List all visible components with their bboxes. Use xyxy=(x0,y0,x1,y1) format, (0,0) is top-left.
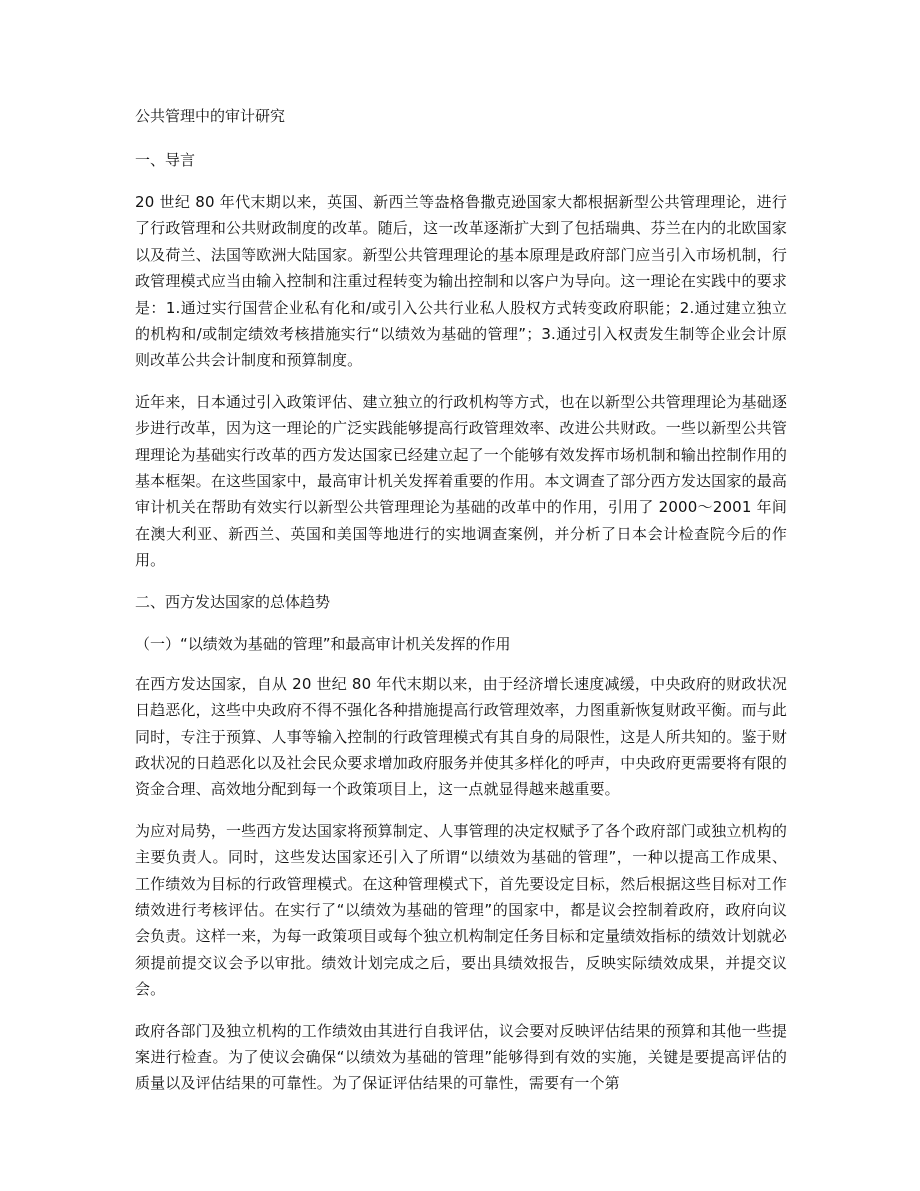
document-title: 公共管理中的审计研究 xyxy=(135,107,286,125)
paragraph: 近年来，日本通过引入政策评估、建立独立的行政机构等方式，也在以新型公共管理理论为基础逐步进行改革，因为这一理论的广泛实践能够提高行政管理效率、改进公共财政。一些以新型公共管理理论为基础实行改革的西方发达国家已经建立起了一个能够有效发挥市场机制和输出控制作用的基本框架。在这些国家中，最高审计机关发挥着重要的作用。本文调查了部分西方发达国家的最高审计机关在帮助有效实行以新型公共管理理论为基础的改革中的作用，引用了 2000～2001 年间在澳大利亚、新西兰、英国和美国等地进行的实地调查案例，并分析了日本会计检查院今后的作用。 xyxy=(135,392,787,570)
paragraph: 为应对局势，一些西方发达国家将预算制定、人事管理的决定权赋予了各个政府部门或独立机构的主要负责人。同时，这些发达国家还引入了所谓“以绩效为基础的管理”，一种以提高工作成果、工作绩效为目标的行政管理模式。在这种管理模式下，首先要设定目标，然后根据这些目标对工作绩效进行考核评估。在实行了“以绩效为基础的管理”的国家中，都是议会控制着政府，政府向议会负责。这样一来，为每一政策项目或每个独立机构制定任务目标和定量绩效指标的绩效计划就必须提前提交议会予以审批。绩效计划完成之后，要出具绩效报告，反映实际绩效成果，并提交议会。 xyxy=(135,821,787,999)
paragraph: 20 世纪 80 年代末期以来，英国、新西兰等盎格鲁撒克逊国家大都根据新型公共管理理论，进行了行政管理和公共财政制度的改革。随后，这一改革逐渐扩大到了包括瑞典、芬兰在内的北欧国家以及荷兰、法国等欧洲大陆国家。新型公共管理理论的基本原理是政府部门应当引入市场机制，行政管理模式应当由输入控制和注重过程转变为输出控制和以客户为导向。这一理论在实践中的要求是：1.通过实行国营企业私有化和/或引入公共行业私人股权方式转变政府职能；2.通过建立独立的机构和/或制定绩效考核措施实行“以绩效为基础的管理”；3.通过引入权责发生制等企业会计原则改革公共会计制度和预算制度。 xyxy=(135,193,787,370)
paragraph: 政府各部门及独立机构的工作绩效由其进行自我评估，议会要对反映评估结果的预算和其他一些提案进行检查。为了使议会确保“以绩效为基础的管理”能够得到有效的实施，关键是要提高评估的质量以及评估结果的可靠性。为了保证评估结果的可靠性，需要有一个第 xyxy=(135,1021,787,1093)
subsection-heading: （一）“以绩效为基础的管理”和最高审计机关发挥的作用 xyxy=(135,634,511,653)
paragraph: 在西方发达国家，自从 20 世纪 80 年代末期以来，由于经济增长速度减缓，中央政府的财政状况日趋恶化，这些中央政府不得不强化各种措施提高行政管理效率，力图重新恢复财政平衡。而与此同时，专注于预算、人事等输入控制的行政管理模式有其自身的局限性，这是人所共知的。鉴于财政状况的日趋恶化以及社会民众要求增加政府服务并使其多样化的呼声，中央政府更需要将有限的资金合理、高效地分配到每一个政策项目上，这一点就显得越来越重要。 xyxy=(135,674,787,799)
section-heading-overall-trends: 二、西方发达国家的总体趋势 xyxy=(135,592,331,611)
section-heading-introduction: 一、导言 xyxy=(135,151,196,169)
document-page xyxy=(135,103,787,1112)
